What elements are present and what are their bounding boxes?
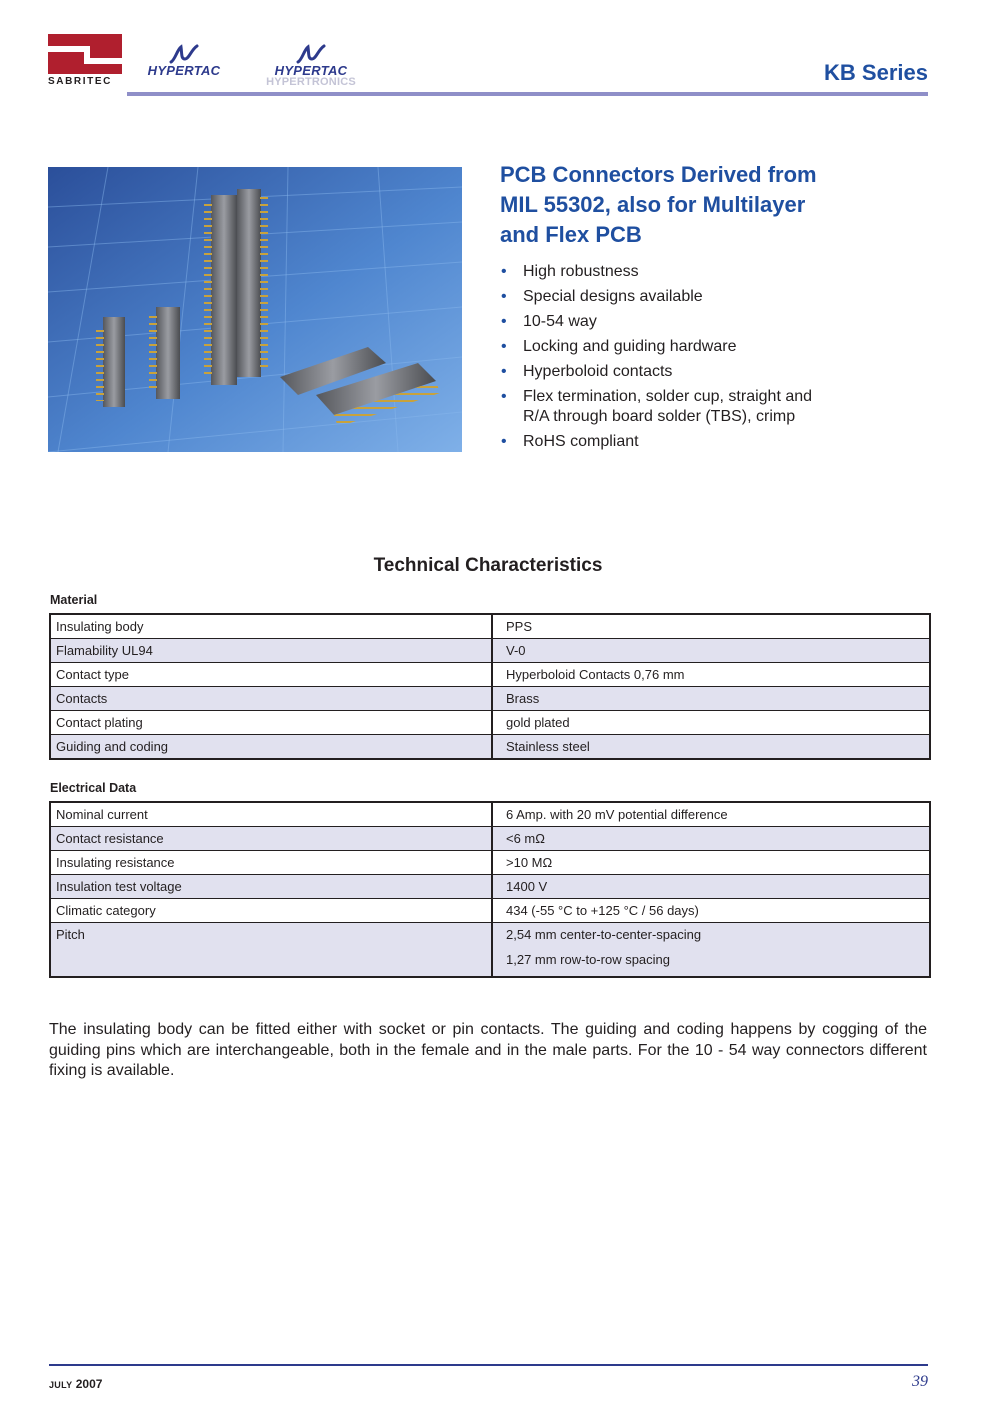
table-row xyxy=(50,802,930,827)
table-cell-key: Contact resistance xyxy=(50,827,492,851)
product-photo xyxy=(48,167,462,452)
material-section-label: Material xyxy=(50,593,98,607)
table-row xyxy=(50,711,930,735)
table-cell-key: Flamability UL94 xyxy=(50,639,492,663)
feature-text: 10-54 way xyxy=(523,313,597,330)
description-paragraph: The insulating body can be fitted either with socket or pin contacts. The guiding and coding happens by cogging of the guiding pins which are interchangeable, both in the female and in the male parts. For the 10 - 54 way connectors different fixing is available. xyxy=(49,1021,927,1079)
table-cell-key: Insulating resistance xyxy=(50,851,492,875)
feature-text: R/A through board solder (TBS), crimp xyxy=(523,408,796,425)
table-cell-key: Contact plating xyxy=(50,711,492,735)
electrical-table xyxy=(49,801,931,978)
footer-divider xyxy=(49,1364,928,1366)
table-row xyxy=(50,827,930,851)
pitch-value-line: 2,54 mm center-to-center-spacing xyxy=(506,927,702,942)
table-row xyxy=(50,663,930,687)
footer-year: 2007 xyxy=(75,1377,103,1391)
hypertac-hypertronics-logo-mark xyxy=(296,44,326,64)
table-cell-value: 6 Amp. with 20 mV potential difference xyxy=(492,802,930,827)
hypertac-hypertronics-logo-text: HYPERTAC xyxy=(274,63,348,78)
hypertac-hypertronics-logo xyxy=(245,44,377,88)
table-cell-value: 434 (-55 °C to +125 °C / 56 days) xyxy=(492,899,930,923)
feature-text: Hyperboloid contacts xyxy=(523,363,673,380)
table-row xyxy=(50,687,930,711)
feature-text: High robustness xyxy=(523,263,639,280)
feature-item xyxy=(498,312,918,332)
table-cell-key: Pitch xyxy=(50,923,492,978)
table-row xyxy=(50,875,930,899)
table-cell-value: 1400 V xyxy=(492,875,930,899)
feature-item xyxy=(498,362,918,382)
bullet-icon: • xyxy=(501,363,507,380)
table-cell-value: Stainless steel xyxy=(492,735,930,760)
table-cell-key: Insulation test voltage xyxy=(50,875,492,899)
table-row xyxy=(50,735,930,760)
feature-item xyxy=(498,337,918,357)
table-cell-key: Nominal current xyxy=(50,802,492,827)
feature-item xyxy=(498,432,918,452)
feature-item xyxy=(498,387,918,427)
table-row xyxy=(50,899,930,923)
feature-text: Locking and guiding hardware xyxy=(523,338,737,355)
sabritec-logo-mark xyxy=(48,34,122,74)
table-cell-value: <6 mΩ xyxy=(492,827,930,851)
bullet-icon: • xyxy=(501,313,507,330)
hypertronics-logo-text: HYPERTRONICS xyxy=(266,76,356,88)
feature-list xyxy=(498,262,918,457)
bullet-icon: • xyxy=(501,388,507,405)
pitch-value-line: 1,27 mm row-to-row spacing xyxy=(506,951,670,967)
table-cell-value: PPS xyxy=(492,614,930,639)
footer-month: JULY xyxy=(49,1380,73,1390)
table-row xyxy=(50,639,930,663)
headline-line: MIL 55302, also for Multilayer xyxy=(500,192,806,217)
table-cell-value: >10 MΩ xyxy=(492,851,930,875)
electrical-section-label: Electrical Data xyxy=(50,781,137,795)
table-cell-key: Guiding and coding xyxy=(50,735,492,760)
bullet-icon: • xyxy=(501,263,507,280)
bullet-icon: • xyxy=(501,288,507,305)
table-row xyxy=(50,851,930,875)
table-cell-key: Contact type xyxy=(50,663,492,687)
page-number: 39 xyxy=(912,1373,928,1390)
table-cell-key: Insulating body xyxy=(50,614,492,639)
bullet-icon: • xyxy=(501,433,507,450)
feature-item xyxy=(498,262,918,282)
table-cell-value: Brass xyxy=(492,687,930,711)
feature-text: Flex termination, solder cup, straight and xyxy=(523,388,813,405)
table-cell-value: V-0 xyxy=(492,639,930,663)
headline-line: PCB Connectors Derived from xyxy=(500,162,817,187)
table-cell-value: gold plated xyxy=(492,711,930,735)
footer-date xyxy=(49,1377,102,1391)
sabritec-logo-text: SABRITEC xyxy=(48,76,112,87)
table-cell-value xyxy=(492,923,930,978)
table-cell-key: Climatic category xyxy=(50,899,492,923)
hypertac-logo-mark xyxy=(169,44,199,64)
sabritec-logo xyxy=(48,34,122,86)
table-cell-value: Hyperboloid Contacts 0,76 mm xyxy=(492,663,930,687)
feature-text: RoHS compliant xyxy=(523,433,639,450)
hypertac-logo xyxy=(138,44,230,88)
table-cell-key: Contacts xyxy=(50,687,492,711)
feature-text: Special designs available xyxy=(523,288,703,305)
product-headline xyxy=(500,160,920,250)
table-row xyxy=(50,614,930,639)
bullet-icon: • xyxy=(501,338,507,355)
hypertac-logo-text: HYPERTAC xyxy=(147,63,221,78)
table-row xyxy=(50,923,930,978)
headline-line: and Flex PCB xyxy=(500,222,642,247)
material-table xyxy=(49,613,931,760)
feature-item xyxy=(498,287,918,307)
series-title: KB Series xyxy=(824,60,928,85)
tech-characteristics-title: Technical Characteristics xyxy=(373,555,603,576)
header-divider xyxy=(127,92,928,96)
